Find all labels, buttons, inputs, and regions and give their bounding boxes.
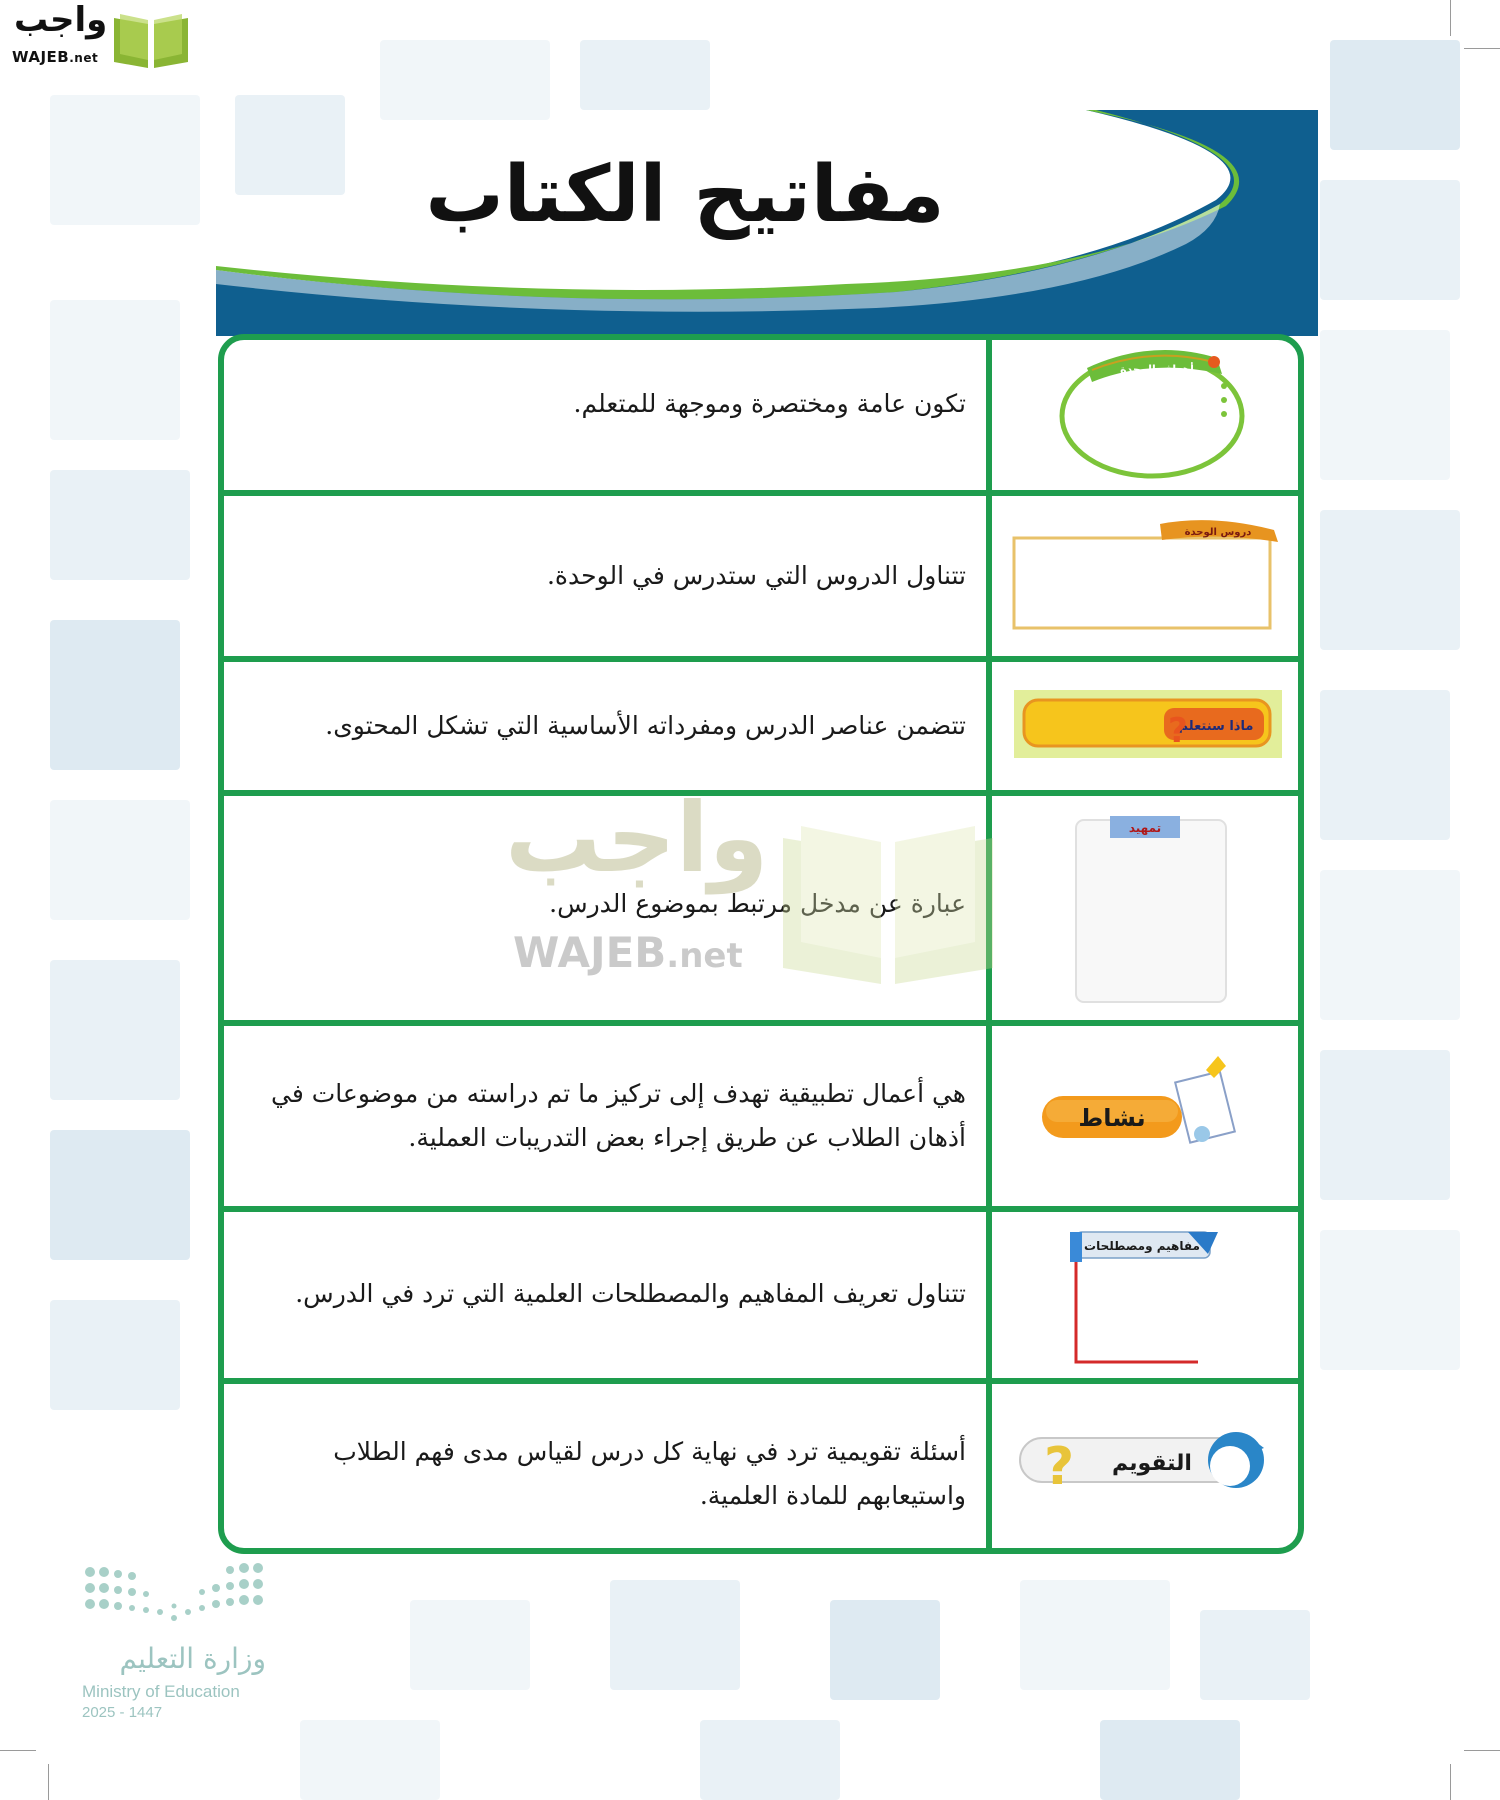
concepts-terms-icon [992, 1212, 1298, 1378]
crop-mark [1450, 0, 1451, 36]
watermark-arabic-text: واجب [505, 782, 769, 894]
logo-domain: WAJEB [12, 48, 70, 66]
icon-label: ماذا سنتعلم [1178, 719, 1254, 734]
table-row [224, 1026, 1298, 1206]
page-title: مفاتيح الكتاب [425, 150, 945, 240]
ministry-logo [80, 1562, 280, 1722]
icon-label: التقويم [1112, 1451, 1192, 1476]
table-row [224, 1212, 1298, 1378]
evaluation-icon [992, 1384, 1298, 1554]
row-description: هي أعمال تطبيقية تهدف إلى تركيز ما تم دراسته من موضوعات في أذهان الطلاب عن طريق إجراء بعض التدريبات العملية. [271, 1079, 966, 1152]
icon-label: مفاهيم ومصطلحات [1084, 1239, 1200, 1253]
icon-label: دروس الوحدة [1184, 527, 1252, 538]
svg-text:?: ? [1168, 711, 1188, 751]
unit-objectives-icon [992, 340, 1298, 490]
crop-mark [48, 1764, 49, 1800]
what-will-we-learn-icon [992, 662, 1298, 790]
introduction-icon [992, 796, 1298, 1020]
row-description: عبارة عن مدخل مرتبط بموضوع الدرس. [549, 889, 966, 918]
row-description: تتضمن عناصر الدرس ومفرداته الأساسية التي تشكل المحتوى. [325, 711, 966, 740]
logo-arabic-text: واجب [14, 0, 108, 40]
row-description: تتناول الدروس التي ستدرس في الوحدة. [546, 561, 966, 590]
crop-mark [1464, 48, 1500, 49]
row-description: تكون عامة ومختصرة وموجهة للمتعلم. [573, 389, 966, 418]
unit-lessons-icon [992, 496, 1298, 656]
center-watermark [505, 782, 1005, 990]
ministry-arabic-name: وزارة التعليم [119, 1642, 266, 1675]
table-row [224, 496, 1298, 656]
ministry-english-name: Ministry of Education [82, 1682, 240, 1701]
logo-english-text [12, 48, 98, 66]
logo-tld: .net [69, 51, 99, 65]
activity-icon [992, 1026, 1298, 1206]
icon-label: نشاط [1078, 1104, 1146, 1132]
ministry-year: 2025 - 1447 [82, 1704, 163, 1721]
wajeb-logo [8, 0, 188, 68]
ministry-emblem-icon [80, 1562, 270, 1632]
watermark-domain: WAJEB [513, 928, 667, 977]
icon-label: أهداف الوحدة [1120, 363, 1194, 376]
table-row [224, 1384, 1298, 1554]
crop-mark [1464, 1750, 1500, 1751]
row-description: أسئلة تقويمية ترد في نهاية كل درس لقياس مدى فهم الطلاب واستيعابهم للمادة العلمية. [333, 1437, 966, 1510]
icon-label: تمهيد [1128, 821, 1162, 835]
watermark-english-text [513, 928, 743, 977]
svg-text:?: ? [1044, 1437, 1075, 1497]
row-description: تتناول تعريف المفاهيم والمصطلحات العلمية التي ترد في الدرس. [295, 1279, 966, 1308]
crop-mark [1450, 1764, 1451, 1800]
table-row [224, 662, 1298, 790]
book-icon [110, 10, 192, 70]
book-icon [773, 818, 1003, 988]
watermark-tld: .net [666, 936, 743, 976]
crop-mark [0, 1750, 36, 1751]
table-row [224, 340, 1298, 490]
